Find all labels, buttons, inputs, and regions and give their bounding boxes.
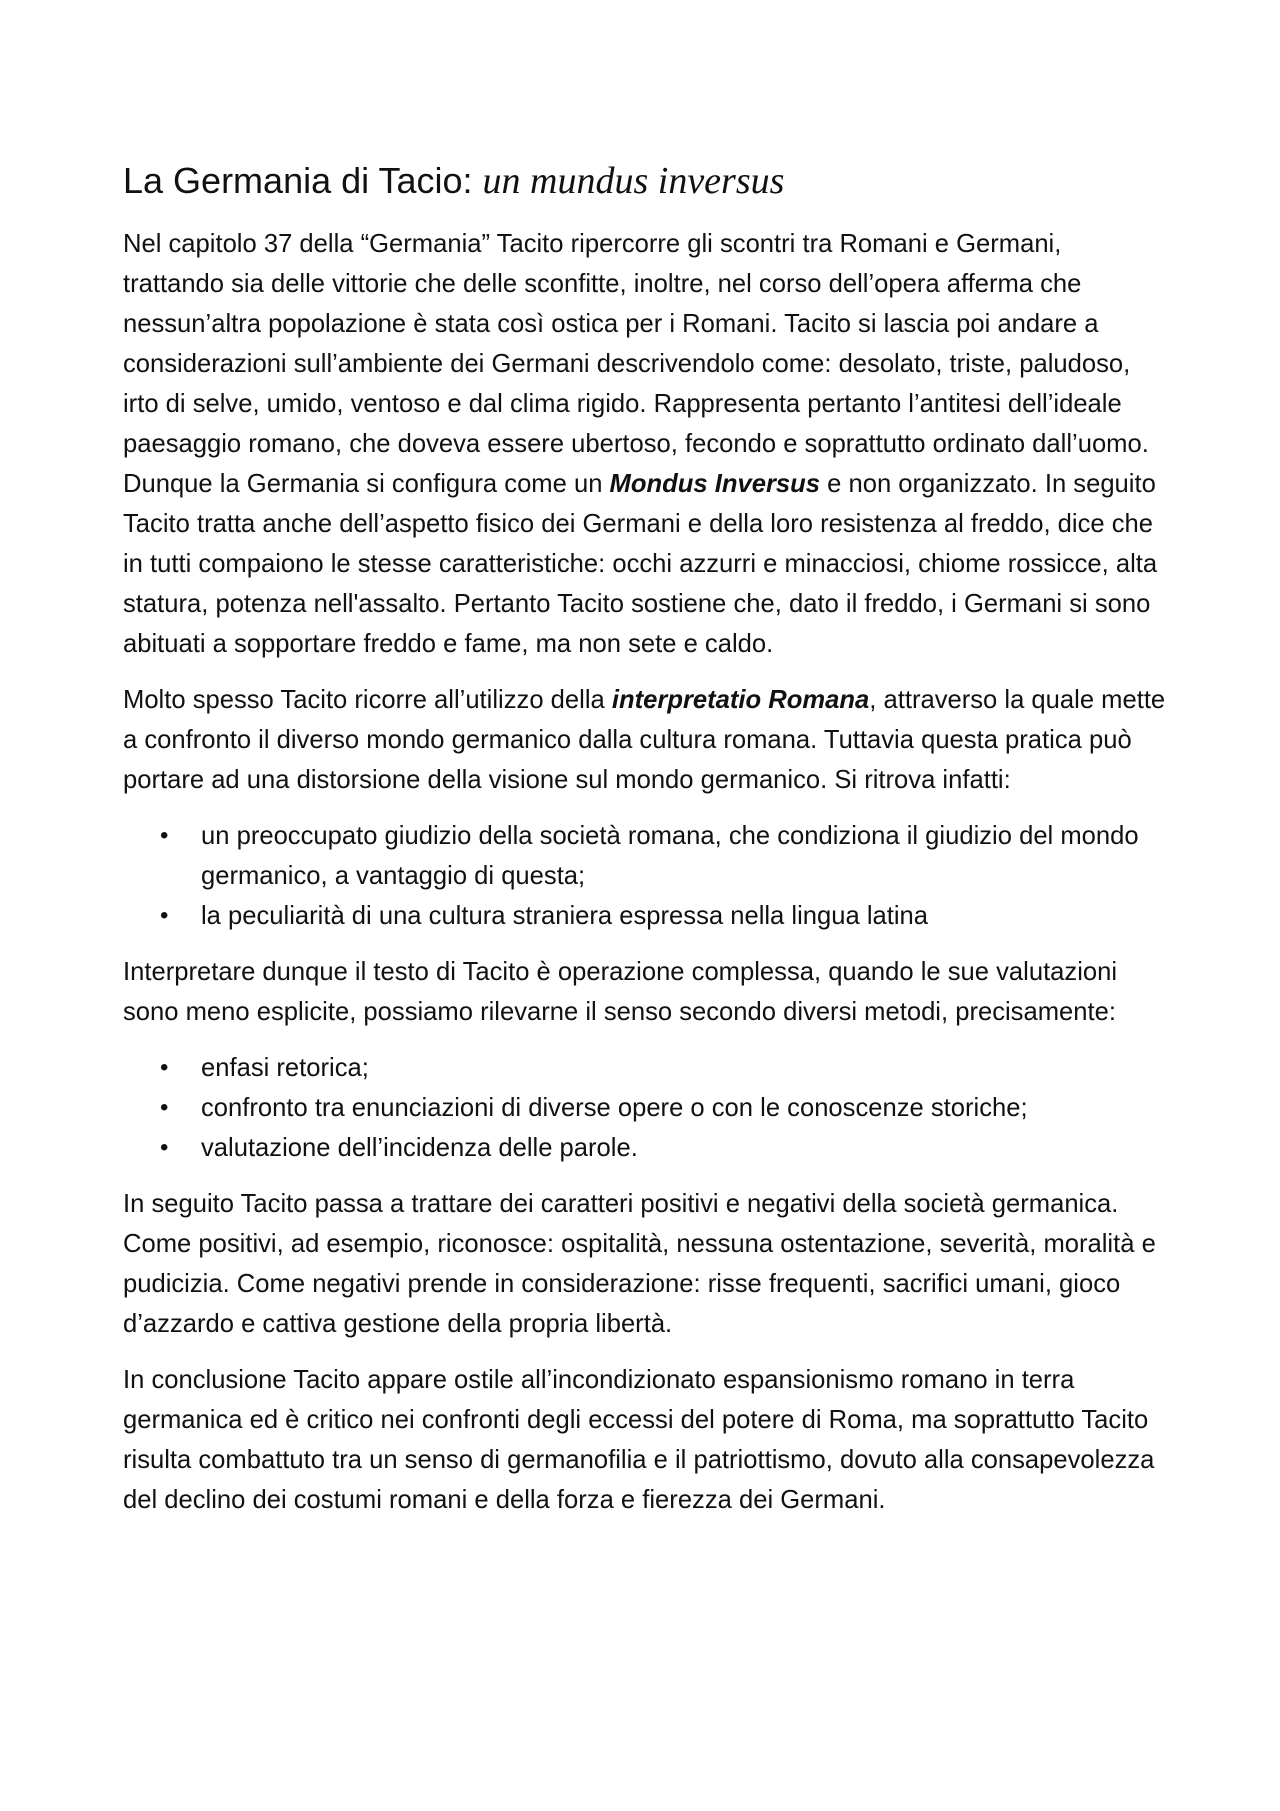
list-item-text: valutazione dell’incidenza delle parole. xyxy=(201,1134,638,1162)
paragraph-2 xyxy=(123,680,1168,800)
list-item-text: confronto tra enunciazioni di diverse opere o con le conoscenze storiche; xyxy=(201,1094,1028,1122)
paragraph-5: In conclusione Tacito appare ostile all’incondizionato espansionismo romano in terra germanica ed è critico nei confronti degli eccessi del potere di Roma, ma soprattutto Tacito risulta combattuto tra un senso di germanofilia e il patriottismo, dovuto alla consapevolezza del declino dei costumi romani e della forza e fierezza dei Germani. xyxy=(123,1366,1155,1514)
bullet-list-2 xyxy=(123,1048,1168,1168)
document-page xyxy=(123,150,1168,1536)
paragraph-1 xyxy=(123,224,1168,664)
list-item-text: enfasi retorica; xyxy=(201,1054,369,1082)
list-item xyxy=(123,816,1168,896)
paragraph-4: In seguito Tacito passa a trattare dei caratteri positivi e negativi della società germanica. Come positivi, ad esempio, riconosce: ospitalità, nessuna ostentazione, severità, moralità e pudicizia. Come negativi prende in considerazione: risse frequenti, sacrifici umani, gioco d’azzardo e cattiva gestione della propria libertà. xyxy=(123,1190,1156,1338)
list-item xyxy=(123,896,1168,936)
paragraph-1-text-b: e non organizzato. In seguito Tacito tratta anche dell’aspetto fisico dei Germani e della loro resistenza al freddo, dice che in tutti compaiono le stesse caratteristiche: occhi azzurri e minacciosi, chiome rossicce, alta statura, potenza nell'assalto. Pertanto Tacito sostiene che, dato il freddo, i Germani si sono abituati a sopportare freddo e fame, ma non sete e caldo. xyxy=(123,470,1158,658)
bullet-icon: • xyxy=(160,822,169,849)
term-mondus-inversus: Mondus Inversus xyxy=(609,470,821,498)
list-item xyxy=(123,1128,1168,1168)
title-italic: un mundus inversus xyxy=(482,160,785,202)
term-interpretatio-romana: interpretatio Romana xyxy=(611,686,870,714)
bullet-icon: • xyxy=(160,902,169,929)
paragraph-1-text-a: Nel capitolo 37 della “Germania” Tacito ripercorre gli scontri tra Romani e Germani, trattando sia delle vittorie che delle sconfitte, inoltre, nel corso dell’opera afferma che nessun’altra popolazione è stata così ostica per i Romani. Tacito si lascia poi andare a considerazioni sull’ambiente dei Germani descrivendolo come: desolato, triste, paludoso, irto di selve, umido, ventoso e dal clima rigido. Rappresenta pertanto l’antitesi dell’ideale paesaggio romano, che doveva essere ubertoso, fecondo e soprattutto ordinato dall’uomo. Dunque la Germania si configura come un xyxy=(123,230,1149,498)
bullet-icon: • xyxy=(160,1134,169,1161)
list-item-text: la peculiarità di una cultura straniera espressa nella lingua latina xyxy=(201,902,929,930)
list-item-text: un preoccupato giudizio della società romana, che condiziona il giudizio del mondo germanico, a vantaggio di questa; xyxy=(201,822,1139,890)
bullet-list-1 xyxy=(123,816,1168,936)
paragraph-2-text-a: Molto spesso Tacito ricorre all’utilizzo della xyxy=(123,686,612,714)
bullet-icon: • xyxy=(160,1054,169,1081)
title-plain: La Germania di Tacio: xyxy=(123,160,483,201)
bullet-icon: • xyxy=(160,1094,169,1121)
list-item xyxy=(123,1048,1168,1088)
paragraph-2-text-b: , attraverso la quale mette a confronto il diverso mondo germanico dalla cultura romana. Tuttavia questa pratica può portare ad una distorsione della visione sul mondo germanico. Si ritrova infatti: xyxy=(123,686,1166,794)
list-item xyxy=(123,1088,1168,1128)
document-title xyxy=(123,150,1168,212)
paragraph-3: Interpretare dunque il testo di Tacito è operazione complessa, quando le sue valutazioni sono meno esplicite, possiamo rilevarne il senso secondo diversi metodi, precisamente: xyxy=(123,958,1118,1026)
